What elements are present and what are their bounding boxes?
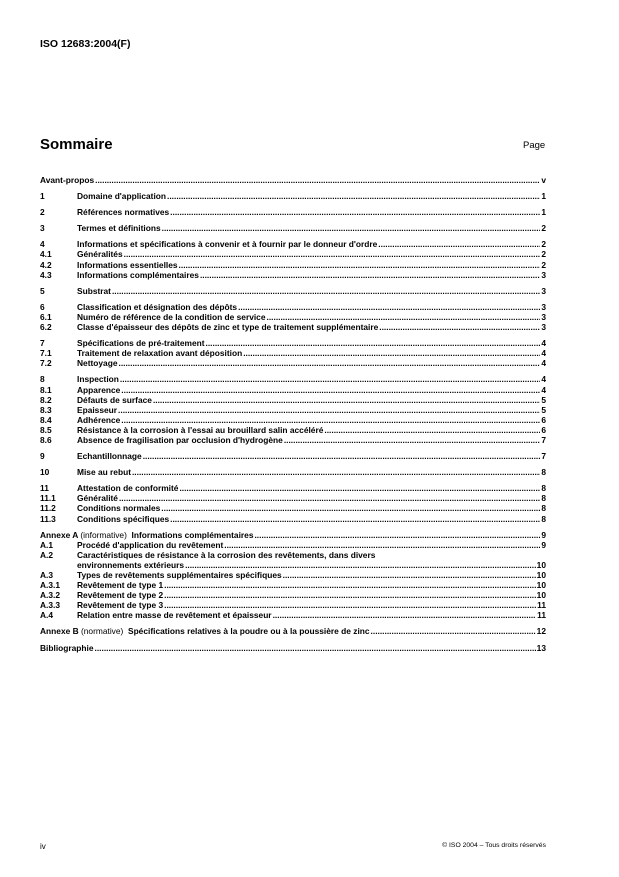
toc-entry-number: 3 bbox=[40, 223, 45, 234]
toc-entry-annex-b[interactable] bbox=[40, 626, 546, 636]
toc-entry-title: Revêtement de type 1 bbox=[77, 580, 164, 591]
toc-entry-title: Nettoyage bbox=[77, 358, 118, 369]
toc-entry-title: Epaisseur bbox=[77, 404, 118, 415]
toc-entry-number: 6.2 bbox=[40, 322, 52, 333]
toc-entry-4-1[interactable] bbox=[40, 249, 546, 259]
annex-kind: (normative) bbox=[80, 626, 124, 637]
table-of-contents bbox=[40, 175, 546, 653]
toc-entry-number: A.2 bbox=[40, 549, 54, 560]
toc-entry-page: 10 bbox=[536, 590, 546, 601]
toc-entry-11-3[interactable] bbox=[40, 514, 546, 524]
toc-entry-page: 8 bbox=[541, 467, 546, 478]
toc-entry-3[interactable] bbox=[40, 223, 546, 233]
toc-entry-page: 4 bbox=[541, 374, 546, 385]
toc-leader-dots bbox=[164, 600, 536, 610]
toc-entry-page: 13 bbox=[536, 642, 546, 653]
toc-entry-number: 7.1 bbox=[40, 348, 52, 359]
toc-leader-dots bbox=[118, 405, 540, 415]
toc-entry-page: 3 bbox=[541, 311, 546, 322]
toc-entry-page: 7 bbox=[541, 434, 546, 445]
toc-entry-title: Types de revêtements supplémentaires spécifiques bbox=[77, 570, 282, 580]
toc-entry-title: Références normatives bbox=[77, 207, 170, 218]
toc-entry-8-4[interactable] bbox=[40, 415, 546, 425]
toc-leader-dots bbox=[170, 207, 540, 217]
toc-entry-8-5[interactable] bbox=[40, 425, 546, 435]
toc-entry-number: A.4 bbox=[40, 610, 54, 621]
toc-leader-dots bbox=[283, 570, 536, 580]
toc-entry-page: 1 bbox=[541, 207, 546, 218]
toc-entry-title: Généralité bbox=[77, 493, 118, 504]
toc-entry-page: 3 bbox=[541, 269, 546, 280]
toc-entry-title: environnements extérieurs bbox=[77, 559, 185, 570]
toc-entry-number: 8.6 bbox=[40, 434, 52, 445]
toc-entry-a-2-continued[interactable] bbox=[40, 560, 546, 570]
toc-entry-a-3-2[interactable] bbox=[40, 590, 546, 600]
toc-entry-number: 8.2 bbox=[40, 394, 52, 405]
annex-kind: (informative) bbox=[80, 529, 127, 540]
toc-leader-dots bbox=[120, 374, 540, 384]
toc-entry-9[interactable] bbox=[40, 451, 546, 461]
toc-entry-page: 4 bbox=[541, 358, 546, 369]
toc-entry-page: 2 bbox=[541, 249, 546, 260]
toc-entry-page: 2 bbox=[541, 223, 546, 234]
toc-entry-title: Conditions spécifiques bbox=[77, 513, 170, 524]
annex-title: Informations complémentaires bbox=[131, 529, 254, 540]
toc-entry-page: 9 bbox=[541, 539, 546, 550]
toc-entry-title: Avant-propos bbox=[40, 175, 95, 185]
toc-entry-title: Résistance à la corrosion à l'essai au brouillard salin accéléré bbox=[77, 424, 324, 435]
toc-leader-dots bbox=[206, 338, 541, 348]
toc-entry-title: Bibliographie bbox=[40, 642, 94, 653]
toc-entry-8-1[interactable] bbox=[40, 385, 546, 395]
toc-leader-dots bbox=[378, 239, 540, 249]
toc-entry-page: 10 bbox=[536, 570, 546, 580]
toc-entry-title: Apparence bbox=[77, 384, 121, 395]
toc-entry-title: Classe d'épaisseur des dépôts de zinc et type de traitement supplémentaire bbox=[77, 322, 379, 333]
toc-entry-number: 8 bbox=[40, 374, 45, 385]
toc-entry-page: 3 bbox=[541, 301, 546, 312]
toc-entry-number: 5 bbox=[40, 285, 45, 296]
toc-entry-a-4[interactable] bbox=[40, 610, 546, 620]
toc-entry-number: 4 bbox=[40, 239, 45, 250]
toc-leader-dots bbox=[119, 493, 540, 503]
toc-entry-number: 8.4 bbox=[40, 414, 52, 425]
toc-leader-dots bbox=[161, 503, 540, 513]
toc-entry-title: Traitement de relaxation avant déposition bbox=[77, 348, 243, 359]
toc-entry-6-1[interactable] bbox=[40, 312, 546, 322]
toc-entry-title: Classification et désignation des dépôts bbox=[77, 301, 238, 312]
toc-entry-7-1[interactable] bbox=[40, 348, 546, 358]
toc-leader-dots bbox=[238, 302, 540, 312]
toc-entry-5[interactable] bbox=[40, 286, 546, 296]
toc-leader-dots bbox=[124, 249, 541, 259]
toc-leader-dots bbox=[132, 467, 540, 477]
toc-entry-page: 4 bbox=[541, 348, 546, 359]
toc-entry-number: 11.1 bbox=[40, 493, 56, 504]
annex-prefix: Annexe B bbox=[40, 626, 79, 637]
toc-entry-page: 3 bbox=[541, 285, 546, 296]
annex-title: Spécifications relatives à la poudre ou à la poussière de zinc bbox=[127, 626, 370, 637]
toc-entry-number: 8.3 bbox=[40, 404, 52, 415]
toc-entry-number: 7 bbox=[40, 338, 45, 349]
document-id: ISO 12683:2004(F) bbox=[40, 38, 131, 50]
toc-leader-dots bbox=[112, 286, 540, 296]
toc-entry-title bbox=[40, 626, 370, 636]
toc-entry-page: 6 bbox=[541, 414, 546, 425]
page-number: iv bbox=[40, 842, 46, 851]
toc-leader-dots bbox=[379, 322, 540, 332]
toc-entry-8-3[interactable] bbox=[40, 405, 546, 415]
toc-entry-number: 6.1 bbox=[40, 311, 52, 322]
toc-leader-dots bbox=[121, 385, 540, 395]
toc-leader-dots bbox=[95, 643, 536, 653]
toc-entry-page: 9 bbox=[541, 529, 546, 540]
toc-entry-title: Procédé d'application du revêtement bbox=[77, 539, 224, 550]
toc-entry-8-6[interactable] bbox=[40, 435, 546, 445]
toc-entry-page: 5 bbox=[541, 394, 546, 405]
toc-entry-title: Numéro de référence de la condition de service bbox=[77, 311, 266, 322]
toc-entry-page: 2 bbox=[541, 239, 546, 250]
toc-entry-title: Informations et spécifications à convenir et à fournir par le donneur d'ordre bbox=[77, 239, 378, 250]
toc-entry-page: 11 bbox=[537, 600, 546, 611]
toc-entry-8-2[interactable] bbox=[40, 395, 546, 405]
toc-entry-page: 8 bbox=[541, 503, 546, 514]
toc-entry-number: 11.3 bbox=[40, 513, 56, 524]
toc-entry-page: 8 bbox=[541, 483, 546, 494]
toc-entry-11-2[interactable] bbox=[40, 503, 546, 513]
toc-entry-title: Echantillonnage bbox=[77, 451, 142, 462]
toc-entry-11[interactable] bbox=[40, 483, 546, 493]
toc-leader-dots bbox=[185, 560, 536, 570]
toc-entry-number: 4.2 bbox=[40, 259, 52, 270]
toc-entry-title: Caractéristiques de résistance à la corrosion des revêtements, dans divers bbox=[77, 549, 376, 560]
toc-entry-2[interactable] bbox=[40, 207, 546, 217]
toc-leader-dots bbox=[143, 451, 541, 461]
toc-entry-page: 6 bbox=[541, 424, 546, 435]
toc-leader-dots bbox=[179, 260, 541, 270]
toc-entry-page: 1 bbox=[541, 191, 546, 202]
toc-entry-page: 4 bbox=[541, 338, 546, 349]
toc-entry-4-3[interactable] bbox=[40, 270, 546, 280]
toc-entry-page: 10 bbox=[536, 580, 546, 591]
toc-entry-title: Informations complémentaires bbox=[77, 269, 199, 280]
toc-entry-a-3[interactable] bbox=[40, 570, 546, 580]
toc-leader-dots bbox=[273, 610, 537, 620]
toc-entry-title: Attestation de conformité bbox=[77, 483, 179, 494]
toc-entry-bibliographie[interactable] bbox=[40, 643, 546, 653]
toc-leader-dots bbox=[170, 514, 540, 524]
toc-entry-page: 3 bbox=[541, 322, 546, 333]
toc-entry-title: Spécifications de pré-traitement bbox=[77, 338, 205, 349]
toc-entry-title: Inspection bbox=[77, 374, 119, 385]
toc-entry-title: Absence de fragilisation par occlusion d'hydrogène bbox=[77, 434, 283, 445]
toc-entry-title: Généralités bbox=[77, 249, 123, 260]
toc-leader-dots bbox=[164, 590, 536, 600]
toc-leader-dots bbox=[121, 415, 540, 425]
toc-entry-4-2[interactable] bbox=[40, 260, 546, 270]
toc-entry-number: 8.5 bbox=[40, 424, 52, 435]
toc-entry-title: Termes et définitions bbox=[77, 223, 161, 234]
toc-leader-dots bbox=[284, 435, 541, 445]
toc-leader-dots bbox=[243, 348, 540, 358]
toc-entry-page: 11 bbox=[537, 610, 546, 621]
toc-entry-number: 1 bbox=[40, 191, 45, 202]
toc-entry-number: A.1 bbox=[40, 539, 54, 550]
toc-entry-page: 4 bbox=[541, 384, 546, 395]
toc-entry-8[interactable] bbox=[40, 374, 546, 384]
toc-entry-number: 4.1 bbox=[40, 249, 52, 260]
toc-entry-number: A.3 bbox=[40, 570, 54, 580]
toc-entry-title: Défauts de surface bbox=[77, 394, 152, 405]
toc-entry-page: 10 bbox=[536, 559, 546, 570]
toc-leader-dots bbox=[179, 483, 540, 493]
toc-entry-title: Revêtement de type 2 bbox=[77, 590, 164, 601]
toc-entry-avant-propos[interactable] bbox=[40, 175, 546, 185]
toc-entry-number: 6 bbox=[40, 301, 45, 312]
toc-entry-7-2[interactable] bbox=[40, 358, 546, 368]
toc-entry-a-2[interactable] bbox=[40, 550, 546, 560]
toc-entry-title: Adhérence bbox=[77, 414, 121, 425]
toc-entry-number: 7.2 bbox=[40, 358, 52, 369]
toc-entry-number: 11.2 bbox=[40, 503, 56, 514]
toc-entry-title: Informations essentielles bbox=[77, 259, 178, 270]
toc-entry-number: 4.3 bbox=[40, 269, 52, 280]
toc-entry-6-2[interactable] bbox=[40, 322, 546, 332]
toc-entry-4[interactable] bbox=[40, 239, 546, 249]
toc-entry-number: A.3.3 bbox=[40, 600, 61, 611]
toc-entry-1[interactable] bbox=[40, 191, 546, 201]
toc-leader-dots bbox=[162, 223, 541, 233]
toc-entry-a-3-1[interactable] bbox=[40, 580, 546, 590]
copyright-notice: © ISO 2004 – Tous droits réservés bbox=[442, 842, 546, 849]
toc-entry-title: Domaine d'application bbox=[77, 191, 167, 202]
toc-leader-dots bbox=[324, 425, 540, 435]
toc-entry-6[interactable] bbox=[40, 302, 546, 312]
toc-leader-dots bbox=[371, 626, 536, 636]
toc-leader-dots bbox=[153, 395, 540, 405]
toc-entry-page: 8 bbox=[541, 493, 546, 504]
toc-entry-10[interactable] bbox=[40, 467, 546, 477]
toc-entry-11-1[interactable] bbox=[40, 493, 546, 503]
toc-entry-a-3-3[interactable] bbox=[40, 600, 546, 610]
toc-leader-dots bbox=[224, 540, 540, 550]
toc-leader-dots bbox=[95, 175, 540, 185]
toc-entry-page: 5 bbox=[541, 404, 546, 415]
toc-leader-dots bbox=[119, 358, 541, 368]
toc-entry-7[interactable] bbox=[40, 338, 546, 348]
toc-entry-title: Relation entre masse de revêtement et épaisseur bbox=[77, 610, 272, 621]
toc-entry-page: 8 bbox=[541, 513, 546, 524]
toc-leader-dots bbox=[164, 580, 536, 590]
toc-leader-dots bbox=[167, 191, 540, 201]
toc-leader-dots bbox=[267, 312, 541, 322]
page-title: Sommaire bbox=[40, 136, 113, 153]
toc-entry-number: 8.1 bbox=[40, 384, 52, 395]
toc-entry-title: Revêtement de type 3 bbox=[77, 600, 164, 611]
toc-entry-page: 7 bbox=[541, 451, 546, 462]
toc-entry-number: A.3.1 bbox=[40, 580, 61, 591]
toc-entry-page: 12 bbox=[536, 626, 546, 637]
toc-entry-annex-a[interactable] bbox=[40, 530, 546, 540]
toc-entry-number: 2 bbox=[40, 207, 45, 218]
annex-prefix: Annexe A bbox=[40, 529, 79, 540]
toc-entry-title: Substrat bbox=[77, 285, 111, 296]
toc-entry-number: 11 bbox=[40, 483, 49, 494]
toc-entry-page: 2 bbox=[541, 259, 546, 270]
toc-leader-dots bbox=[200, 270, 540, 280]
toc-entry-number: 10 bbox=[40, 467, 50, 478]
page-column-label: Page bbox=[523, 140, 546, 151]
toc-entry-title: Mise au rebut bbox=[77, 467, 131, 478]
toc-entry-title bbox=[40, 530, 253, 540]
toc-entry-number: 9 bbox=[40, 451, 45, 462]
toc-entry-a-1[interactable] bbox=[40, 540, 546, 550]
toc-entry-page: v bbox=[541, 175, 546, 185]
toc-leader-dots bbox=[254, 530, 540, 540]
toc-entry-title: Conditions normales bbox=[77, 503, 161, 514]
toc-entry-number: A.3.2 bbox=[40, 590, 61, 601]
